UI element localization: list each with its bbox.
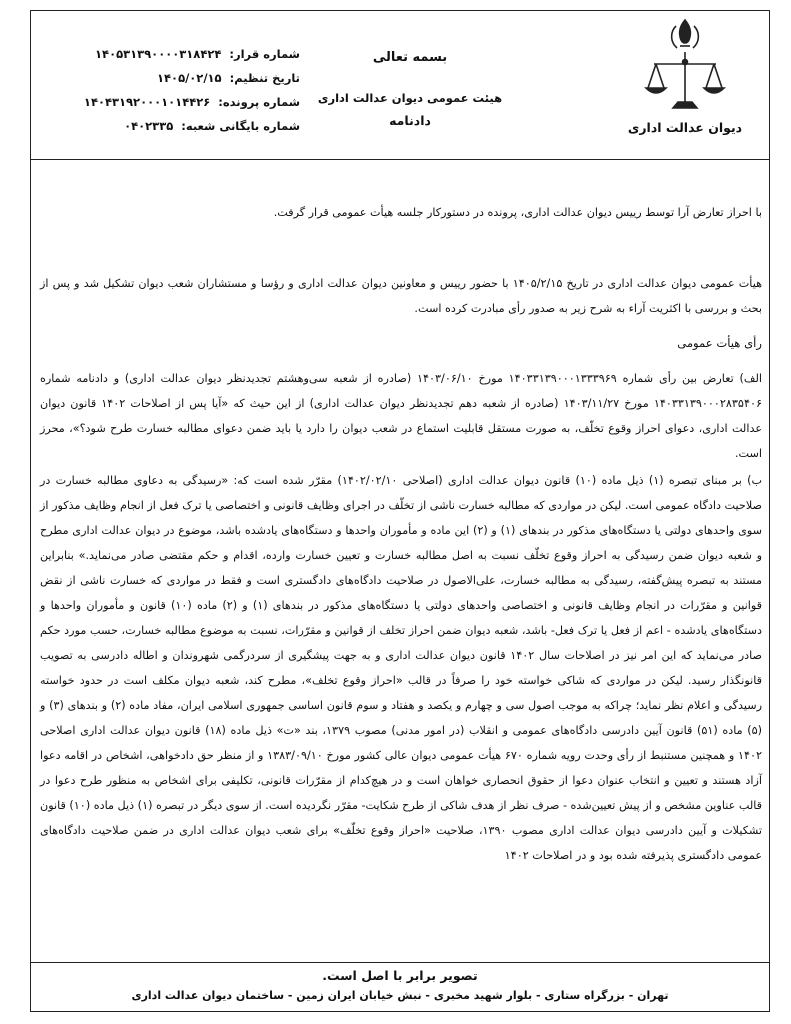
meta-value: ۱۴۰۵/۰۲/۱۵ xyxy=(157,71,222,85)
document-body xyxy=(40,200,762,868)
section-be-paragraph: ب) بر مبنای تبصره (۱) ذیل ماده (۱۰) قانون دیوان عدالت اداری (اصلاحی ۱۴۰۲/۰۲/۱۰) مقرّر شده است که: «رسیدگی به دعاوی مطالبه خسارت در صلاحیت دادگاه عمومی است. لیکن در مواردی که مطالبه خسارت ناشی از تخلّف در اجرای وظایف قانونی و اختصاصی یا ترک فعل از انجام وظایف مذکور از سوی واحدهای دولتی یا دستگاه‌های مذکور در بندهای (۱) و (۲) این ماده و مأموران واحدها و دستگاه‌های یادشده باشد، موضوع در دیوان عدالت اداری مطرح و شعبه دیوان ضمن رسیدگی به احراز وقوع تخلّف نسبت به اصل مطالبه خسارت و تعیین خسارت وارده، اقدام و حکم مقتضی صادر می‌نماید.» بنابراین مستند به تبصره پیش‌گفته، رسیدگی به مطالبه خسارت، علی‌الاصول در صلاحیت دادگاه‌های دادگستری است و فقط در مواردی که خسارت ناشی از نقض قوانین و مقرّرات در انجام وظایف قانونی و اختصاصی واحدهای دولتی یا دستگاه‌های مذکور در بندهای (۱) و (۲) ماده (۱۰) قانون و مأموران واحدها و دستگاه‌های یادشده - اعم از فعل یا ترک فعل- باشد، شعبه دیوان ضمن احراز تخلف از قوانین و مقرّرات، نسبت به موضوع مطالبه خسارت، حسب مورد حکم صادر می‌نماید که این امر نیز در اصلاحات سال ۱۴۰۲ قانون دیوان عدالت اداری و به جهت پیشگیری از سردرگمی شهروندان و اطاله دادرسی به تصویب قانونگذار رسید. لیکن در مواردی که شاکی خواسته خود را صرفاً در قالب «احراز وقوع تخلف»، مطرح کند، شعبه دیوان مکلف است در حدود خواسته رسیدگی و اعلام نظر نماید؛ چراکه به موجب اصول سی و چهارم و یکصد و هفتاد و سوم قانون اساسی جمهوری اسلامی ایران، مفاد ماده (۲) و بندهای (۳) و (۵) ماده (۵۱) قانون آیین دادرسی دادگاه‌های عمومی و انقلاب (در امور مدنی) مصوب ۱۳۷۹، بند «ت» ذیل ماده (۱۸) قانون دیوان عدالت اداری اصلاحی ۱۴۰۲ و همچنین مستنبط از رأی وحدت رویه شماره ۶۷۰ هیأت عمومی دیوان عالی کشور مورخ ۱۳۸۳/۰۹/۱۰ و از منظر حق دادخواهی، اشخاص در اقامه دعوا آزاد هستند و تعیین و انتخاب عنوان دعوا از حقوق انحصاری خواهان است و در هیچ‌کدام از مقرّرات قانونی، تکلیفی برای اشخاص به منظور طرح دعوا در قالب عناوین مشخص و از پیش تعیین‌شده - صرف نظر از هدف شاکی از طرح شکایت- مقرّر نگردیده است. از سوی دیگر در تبصره (۱) ذیل ماده (۱۰) قانون تشکیلات و آیین دادرسی دیوان عدالت اداری مصوب ۱۳۹۰، صلاحیت «احراز وقوع تخلّف» برای شعب دیوان عدالت اداری در ضمن صلاحیت دادگاه‌های عمومی دادگستری پذیرفته شده بود و در اصلاحات ۱۴۰۲ xyxy=(40,474,762,862)
meta-label: شماره بایگانی شعبه: xyxy=(181,119,300,133)
meta-row-case-number xyxy=(70,90,300,114)
certified-copy-note: تصویر برابر با اصل است. xyxy=(322,968,478,983)
meta-label: تاریخ تنظیم: xyxy=(229,71,300,85)
intro-paragraph: با احراز تعارض آرا توسط رییس دیوان عدالت اداری، پرونده در دستورکار جلسه هیأت عمومی قرار گرفت. xyxy=(273,206,762,219)
bismillah: بسمه تعالی xyxy=(372,50,448,65)
meta-label: شماره پرونده: xyxy=(218,95,300,109)
office-address: تهران - بزرگراه ستاری - بلوار شهید مخبری - نبش خیابان ایران زمین - ساختمان دیوان عدالت اداری xyxy=(131,989,669,1002)
emblem-block xyxy=(610,16,760,156)
meta-row-decision-number xyxy=(70,42,300,66)
document-header xyxy=(30,10,770,160)
board-title: هیئت عمومی دیوان عدالت اداری xyxy=(317,91,503,105)
section-alef-paragraph: الف) تعارض بین رأی شماره ۱۴۰۳۳۱۳۹۰۰۰۱۳۳۳۹۶۹ مورخ ۱۴۰۳/۰۶/۱۰ (صادره از شعبه سی‌وهشتم تجدیدنظر دیوان عدالت اداری) و دادنامه شماره ۱۴۰۳۳۱۳۹۰۰۰۲۸۳۵۴۰۶ مورخ ۱۴۰۳/۱۱/۲۷ (صادره از شعبه دهم تجدیدنظر دیوان عدالت اداری) از این حیث که «آیا پس از اصلاحات ۱۴۰۲ قانون دیوان عدالت اداری، دعوای احراز وقوع تخلّف، به صورت مستقل قابلیت استماع در شعب دیوان را دارد یا باید ضمن دعوای مطالبه خسارت طرح شود؟»، محرز است. xyxy=(40,372,762,460)
meta-value: ۱۴۰۴۳۱۹۲۰۰۰۱۰۱۴۴۲۶ xyxy=(83,95,211,109)
meta-value: ۰۴۰۲۳۳۵ xyxy=(124,119,174,133)
session-paragraph: هیأت عمومی دیوان عدالت اداری در تاریخ ۱۴۰۵/۲/۱۵ با حضور رییس و معاونین دیوان عدالت اداری و رؤسا و مستشاران شعب دیوان تشکیل شد و پس از بحث و بررسی با اکثریت آراء به شرح زیر به صدور رأی مبادرت کرده است. xyxy=(40,277,762,315)
ruling-heading: رأی هیأت عمومی xyxy=(677,336,762,350)
meta-value: ۱۴۰۵۳۱۳۹۰۰۰۰۳۱۸۴۲۴ xyxy=(95,47,222,61)
document-metadata xyxy=(70,42,300,138)
header-center xyxy=(310,50,510,128)
meta-row-date xyxy=(70,66,300,90)
organization-name: دیوان عدالت اداری xyxy=(627,120,743,135)
meta-row-archive-number xyxy=(70,114,300,138)
meta-label: شماره قرار: xyxy=(229,47,300,61)
document-footer xyxy=(30,962,770,1012)
document-type: دادنامه xyxy=(389,113,431,128)
iran-emblem-with-scales-icon xyxy=(640,16,730,116)
